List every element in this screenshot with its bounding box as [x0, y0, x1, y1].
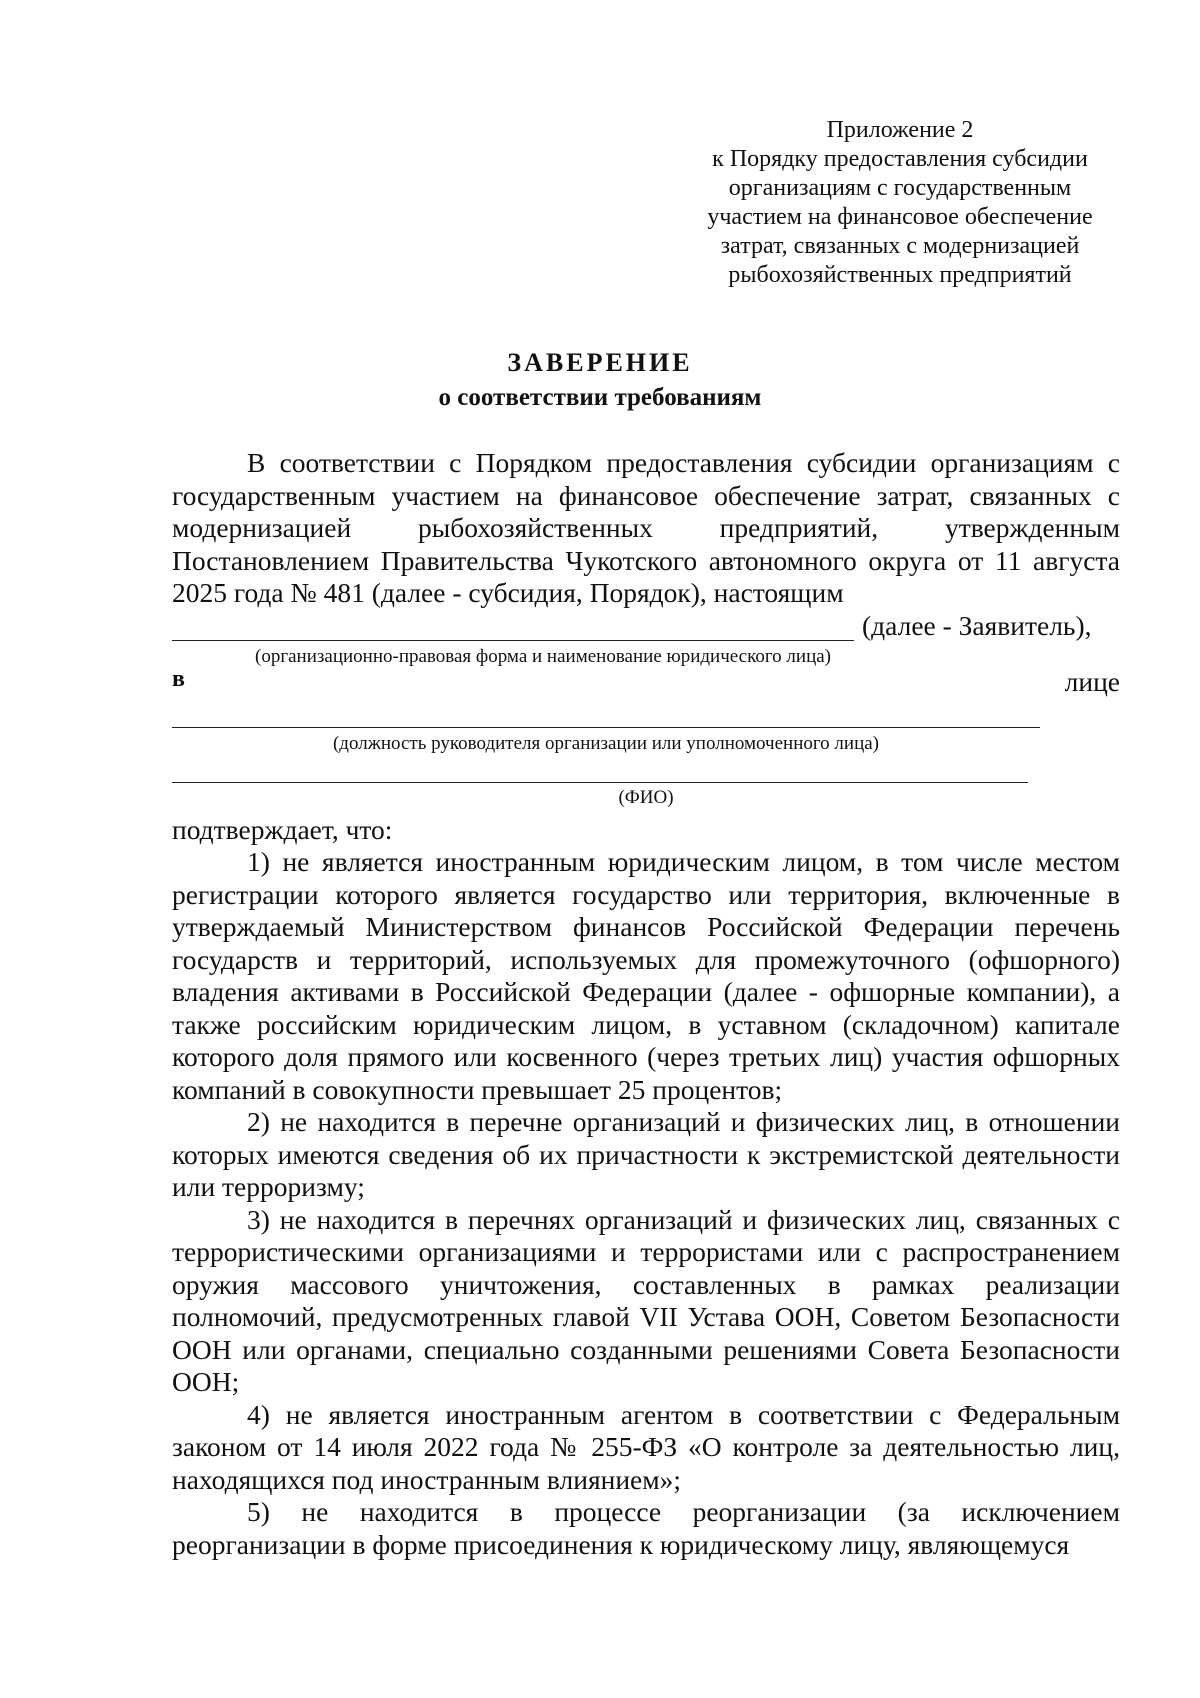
in-prefix: в	[172, 666, 185, 692]
appendix-line: затрат, связанных с модернизацией	[720, 233, 1080, 259]
applicant-row	[172, 610, 1120, 644]
fio-caption: (ФИО)	[618, 787, 674, 808]
list-item: 3) не находится в перечнях организаций и физических лиц, связанных с террористическими организациями и террористами или с распространением оружия массового уничтожения, составленных в рамках реализации полномочий, предусмотренных главой VII Устава ООН, Советом Безопасности ООН или органами, специально созданными решениями Совета Безопасности ООН;	[172, 1203, 1120, 1397]
in-suffix: лице	[1064, 666, 1120, 697]
applicant-name-blank[interactable]	[172, 640, 854, 641]
requirements-list	[172, 846, 1120, 1561]
appendix-line: Приложение 2	[826, 117, 974, 143]
list-item: 1) не является иностранным юридическим лицом, в том числе местом регистрации которого является государство или территория, включенные в утверждаемый Министерством финансов Российской Федерации перечень государств и территорий, используемых для промежуточного (офшорного) владения активами в Российской Федерации (далее - офшорные компании), а также российским юридическим лицом, в уставном (складочном) капитале которого доля прямого или косвенного (через третьих лиц) участия офшорных компаний в совокупности превышает 25 процентов;	[172, 846, 1120, 1105]
in-person-row	[172, 666, 1120, 700]
document-subtitle: о соответствии требованиям	[438, 384, 762, 411]
list-item: 5) не находится в процессе реорганизации (за исключением реорганизации в форме присоединения к юридическому лицу, являющемуся	[172, 1496, 1120, 1560]
org-caption: (организационно-правовая форма и наименование юридического лица)	[255, 646, 832, 667]
appendix-line: участием на финансовое обеспечение	[707, 204, 1093, 230]
fio-blank[interactable]	[172, 782, 1028, 783]
position-blank[interactable]	[172, 727, 1040, 728]
confirms-line: подтверждает, что:	[172, 814, 393, 845]
list-item: 4) не является иностранным агентом в соответствии с Федеральным законом от 14 июля 2022 года № 255-ФЗ «О контроле за деятельностью лиц, находящихся под иностранным влиянием»;	[172, 1398, 1120, 1495]
list-item: 2) не находится в перечне организаций и физических лиц, в отношении которых имеются сведения об их причастности к экстремистской деятельности или терроризму;	[172, 1106, 1120, 1202]
document-title: ЗАВЕРЕНИЕ	[507, 348, 693, 377]
appendix-line: к Порядку предоставления субсидии	[712, 146, 1088, 172]
appendix-line: рыбохозяйственных предприятий	[728, 262, 1072, 288]
applicant-suffix: (далее - Заявитель),	[862, 610, 1092, 641]
appendix-header	[700, 116, 1100, 290]
position-caption: (должность руководителя организации или уполномоченного лица)	[332, 733, 880, 754]
appendix-line: организациям с государственным	[728, 175, 1072, 201]
intro-paragraph: В соответствии с Порядком предоставления субсидии организациям с государственным участием на финансовое обеспечение затрат, связанных с модернизацией рыбохозяйственных предприятий, утвержденным Постановлением Правительства Чукотского автономного округа от 11 августа 2025 года № 481 (далее - субсидия, Порядок), настоящим	[172, 447, 1120, 608]
